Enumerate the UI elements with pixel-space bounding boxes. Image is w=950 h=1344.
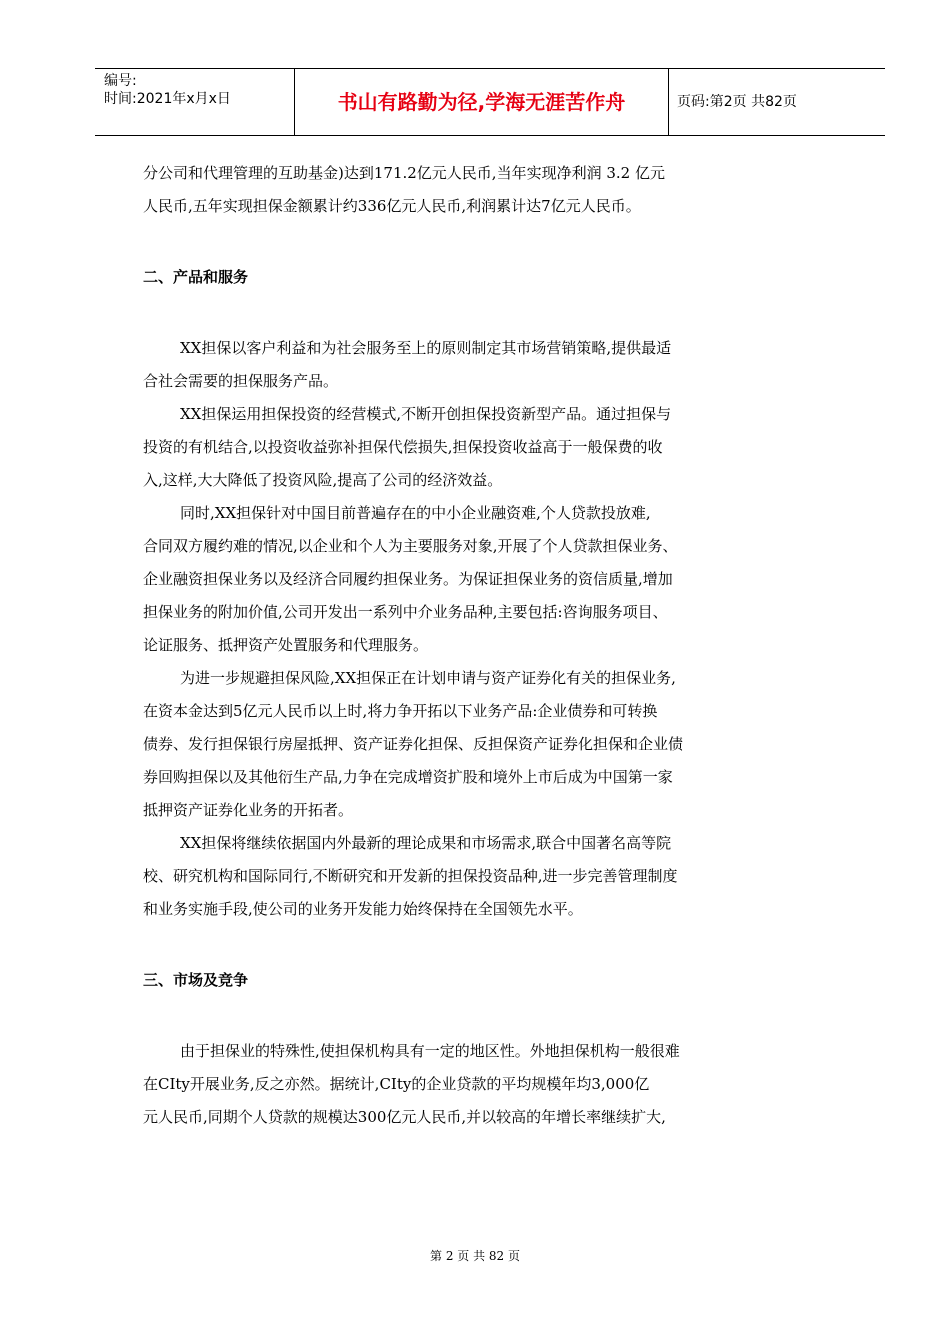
text-line: 合社会需要的担保服务产品。 (143, 372, 339, 390)
page-footer: 第 2 页 共 82 页 (430, 1249, 520, 1263)
header-motto: 书山有路勤为径,学海无涯苦作舟 (295, 69, 669, 135)
text-line: 校、研究机构和国际同行,不断研究和开发新的担保投资品种,进一步完善管理制度 (143, 867, 678, 885)
products-paragraph-1 (143, 332, 851, 398)
products-paragraph-4 (143, 662, 851, 827)
text-line: 由于担保业的特殊性,使担保机构具有一定的地区性。外地担保机构一般很难 (180, 1042, 680, 1060)
text-line: 入,这样,大大降低了投资风险,提高了公司的经济效益。 (143, 471, 503, 489)
text-line: XX担保将继续依据国内外最新的理论成果和市场需求,联合中国著名高等院 (180, 834, 672, 852)
text-line: 企业融资担保业务以及经济合同履约担保业务。为保证担保业务的资信质量,增加 (143, 570, 673, 588)
text-line: 合同双方履约难的情况,以企业和个人为主要服务对象,开展了个人贷款担保业务、 (143, 537, 678, 555)
text-line: 投资的有机结合,以投资收益弥补担保代偿损失,担保投资收益高于一般保费的收 (143, 438, 663, 456)
time-label: 时间:2021年x月x日 (104, 91, 231, 107)
text-line: 分公司和代理管理的互助基金)达到171.2亿元人民币,当年实现净利润 3.2 亿元 (143, 164, 665, 182)
page-header (95, 68, 885, 136)
text-line: 抵押资产证券化业务的开拓者。 (143, 801, 354, 819)
section-heading-products: 二、产品和服务 (143, 268, 249, 286)
text-line: 同时,XX担保针对中国目前普遍存在的中小企业融资难,个人贷款投放难, (180, 504, 651, 522)
text-line: 论证服务、抵押资产处置服务和代理服务。 (143, 636, 429, 654)
document-body (143, 157, 851, 1134)
products-paragraph-2 (143, 398, 851, 497)
header-page-info: 页码:第2页 共82页 (677, 94, 797, 110)
text-line: 券回购担保以及其他衍生产品,力争在完成增资扩股和境外上市后成为中国第一家 (143, 768, 673, 786)
products-paragraph-3 (143, 497, 851, 662)
text-line: 元人民币,同期个人贷款的规模达300亿元人民币,并以较高的年增长率继续扩大, (143, 1108, 666, 1126)
text-line: 在CIty开展业务,反之亦然。据统计,CIty的企业贷款的平均规模年均3,000亿 (143, 1075, 650, 1093)
text-line: 人民币,五年实现担保金额累计约336亿元人民币,利润累计达7亿元人民币。 (143, 197, 641, 215)
text-line: 和业务实施手段,使公司的业务开发能力始终保持在全国领先水平。 (143, 900, 583, 918)
text-line: 担保业务的附加价值,公司开发出一系列中介业务品种,主要包括:咨询服务项目、 (143, 603, 668, 621)
intro-paragraph (143, 157, 851, 223)
text-line: XX担保运用担保投资的经营模式,不断开创担保投资新型产品。通过担保与 (180, 405, 672, 423)
products-paragraph-5 (143, 827, 851, 926)
text-line: 债券、发行担保银行房屋抵押、资产证券化担保、反担保资产证券化担保和企业债 (143, 735, 684, 753)
text-line: XX担保以客户利益和为社会服务至上的原则制定其市场营销策略,提供最适 (180, 339, 672, 357)
text-line: 为进一步规避担保风险,XX担保正在计划申请与资产证券化有关的担保业务, (180, 669, 676, 687)
header-meta (95, 69, 295, 135)
number-label: 编号: (104, 73, 137, 89)
text-line: 在资本金达到5亿元人民币以上时,将力争开拓以下业务产品:企业债券和可转换 (143, 702, 658, 720)
section-heading-market: 三、市场及竞争 (143, 971, 249, 989)
market-paragraph-1 (143, 1035, 851, 1134)
